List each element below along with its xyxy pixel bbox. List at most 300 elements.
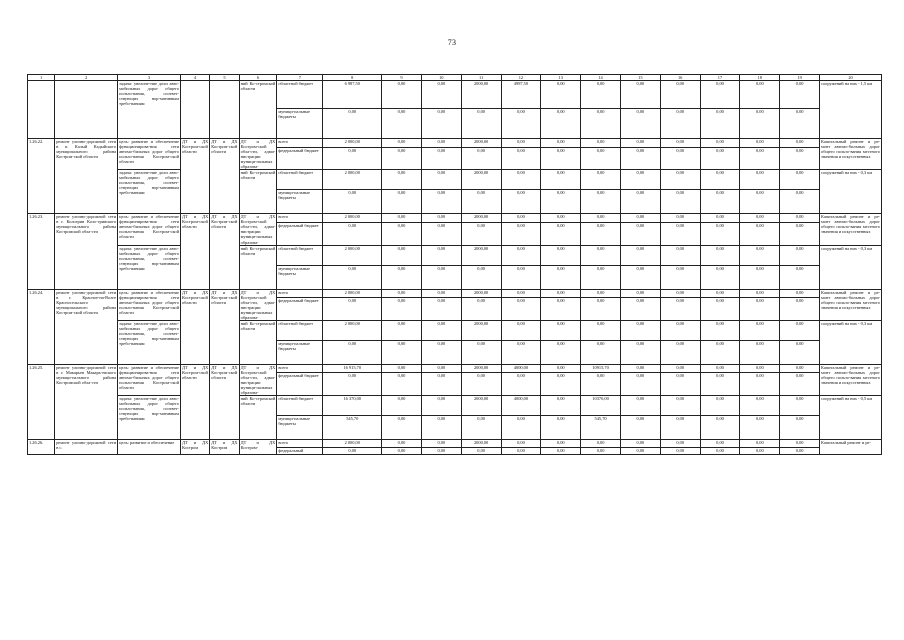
- amount-cell: 0,00: [541, 81, 581, 109]
- amount-cell: 0,00: [620, 170, 660, 190]
- amount-cell: 0,00: [620, 214, 660, 223]
- amount-cell: 2000,00: [461, 396, 501, 416]
- amount-cell: 0,00: [501, 440, 541, 448]
- amount-cell: 0,00: [581, 320, 621, 340]
- amount-cell: 0,00: [421, 81, 461, 109]
- participants-cell: ний Ко-стромской области: [239, 81, 277, 139]
- amount-cell: 2000,00: [461, 139, 501, 148]
- amount-cell: 0,00: [620, 448, 660, 455]
- amount-cell: 0,00: [501, 320, 541, 340]
- amount-cell: 0,00: [581, 245, 621, 265]
- amount-cell: 0,00: [501, 448, 541, 455]
- amount-cell: 0,00: [740, 373, 780, 396]
- amount-cell: 0,00: [780, 340, 820, 364]
- amount-cell: 0,00: [541, 147, 581, 170]
- amount-cell: 0,00: [660, 214, 700, 223]
- result-note: Капитальный ремонт и ре-монт автомо-бильных дорог общего пользо-вания местного значения и искусственных: [820, 214, 882, 245]
- amount-cell: 0,00: [541, 364, 581, 373]
- amount-cell: 0,00: [461, 222, 501, 245]
- amount-cell: 0,00: [620, 147, 660, 170]
- table-row: [28, 289, 882, 298]
- table-row: [28, 170, 882, 190]
- amount-cell: 0,00: [421, 440, 461, 448]
- amount-cell: 2 000,00: [323, 170, 382, 190]
- amount-cell: 0,00: [541, 190, 581, 214]
- amount-cell: 0,00: [323, 298, 382, 321]
- amount-cell: 0,00: [501, 222, 541, 245]
- amount-cell: 0,00: [382, 340, 422, 364]
- executor-cell: [180, 81, 209, 139]
- funding-source: областной бюджет: [277, 170, 323, 190]
- amount-cell: 0,00: [421, 373, 461, 396]
- customer-cell: ДТ и ДХ Костром-ской области: [210, 139, 239, 214]
- amount-cell: 0,00: [382, 245, 422, 265]
- table-row: [28, 81, 882, 109]
- funding-source: областной бюджет: [277, 81, 323, 109]
- amount-cell: 0,00: [700, 373, 740, 396]
- result-note: сооружений на них - 0,3 км: [820, 320, 882, 364]
- amount-cell: 0,00: [780, 396, 820, 416]
- amount-cell: 0,00: [541, 298, 581, 321]
- amount-cell: 0,00: [700, 340, 740, 364]
- item-goal: цель: развитие и обеспечение функционирова-ния сети автомо-бильных дорог общего пользо-вания Костром-ской области: [118, 364, 181, 395]
- amount-cell: 0,00: [541, 448, 581, 455]
- amount-cell: 0,00: [421, 340, 461, 364]
- column-number: 6: [239, 75, 277, 81]
- amount-cell: 0,00: [740, 139, 780, 148]
- amount-cell: 2000,00: [461, 320, 501, 340]
- amount-cell: 0,00: [780, 298, 820, 321]
- amount-cell: 0,00: [382, 448, 422, 455]
- amount-cell: 0,00: [382, 396, 422, 416]
- column-number: 9: [382, 75, 422, 81]
- program-table: [27, 74, 882, 455]
- funding-source: муници-пальные бюджеты: [277, 416, 323, 440]
- funding-source: муници-пальные бюджеты: [277, 265, 323, 289]
- column-number: 14: [581, 75, 621, 81]
- amount-cell: 16 915,70: [323, 364, 382, 373]
- item-number: 1.26.22.: [28, 139, 55, 214]
- table-row: [28, 396, 882, 416]
- amount-cell: 0,00: [421, 170, 461, 190]
- amount-cell: 0,00: [382, 170, 422, 190]
- executor-cell: ДТ и ДХ Костром: [180, 440, 209, 455]
- table-row: [28, 245, 882, 265]
- item-task: задача: увеличе-ние доли авто-мобильных дорог общего пользо-вания, соответ-ствующих нор-мативным требо-ваниям: [118, 320, 181, 364]
- column-number: 3: [118, 75, 181, 81]
- amount-cell: 0,00: [461, 109, 501, 139]
- amount-cell: 0,00: [620, 139, 660, 148]
- column-number: 20: [820, 75, 882, 81]
- participants-cell: ДТ и ДХ Костром-: [239, 440, 277, 455]
- amount-cell: 0,00: [620, 396, 660, 416]
- amount-cell: 0,00: [660, 81, 700, 109]
- amount-cell: 0,00: [660, 416, 700, 440]
- amount-cell: 0,00: [541, 440, 581, 448]
- amount-cell: 0,00: [323, 109, 382, 139]
- amount-cell: 0,00: [740, 147, 780, 170]
- amount-cell: 0,00: [620, 440, 660, 448]
- item-name: ремонт улично-дорожной сети в г. Кологрив Коло-гривского муници-пального района Костромской обла-сти: [55, 214, 118, 289]
- amount-cell: 0,00: [780, 364, 820, 373]
- customer-cell: ДТ и ДХ Костром-ской области: [210, 364, 239, 439]
- amount-cell: 6 987,50: [323, 81, 382, 109]
- amount-cell: 0,00: [740, 190, 780, 214]
- customer-cell: ДТ и ДХ Костром: [210, 440, 239, 455]
- amount-cell: 0,00: [700, 214, 740, 223]
- amount-cell: 0,00: [581, 81, 621, 109]
- item-task: задача: увеличе-ние доли авто-мобильных дорог общего пользо-вания, соответ-ствующих нор-мативным требо-ваниям: [118, 245, 181, 289]
- amount-cell: 0,00: [541, 222, 581, 245]
- amount-cell: 0,00: [780, 289, 820, 298]
- funding-source: всего: [277, 364, 323, 373]
- amount-cell: 2000,00: [461, 170, 501, 190]
- amount-cell: 4987,50: [501, 81, 541, 109]
- amount-cell: 0,00: [620, 222, 660, 245]
- amount-cell: 0,00: [382, 147, 422, 170]
- amount-cell: 0,00: [660, 109, 700, 139]
- funding-source: федеральный бюджет: [277, 222, 323, 245]
- executor-cell: ДТ и ДХ Костром-ской области: [180, 139, 209, 214]
- column-number: 16: [660, 75, 700, 81]
- funding-source: всего: [277, 440, 323, 448]
- amount-cell: 0,00: [660, 440, 700, 448]
- result-note: Капитальный ремонт и ре-: [820, 440, 882, 455]
- amount-cell: 0,00: [541, 320, 581, 340]
- amount-cell: 0,00: [780, 139, 820, 148]
- amount-cell: 0,00: [501, 265, 541, 289]
- amount-cell: 0,00: [421, 416, 461, 440]
- table-row: [28, 440, 882, 448]
- amount-cell: 0,00: [581, 340, 621, 364]
- amount-cell: 0,00: [382, 364, 422, 373]
- item-task: задача: увеличе-ние доли авто-мобильных дорог общего пользо-вания, соответ-ствующих нор-мативным требо-ваниям: [118, 81, 181, 139]
- amount-cell: 0,00: [581, 373, 621, 396]
- amount-cell: 0,00: [780, 373, 820, 396]
- column-number: 4: [180, 75, 209, 81]
- amount-cell: 0,00: [382, 416, 422, 440]
- item-name: ремонт улично-дорожной сети в с.: [55, 440, 118, 455]
- result-note: сооружений на них - 0,3 км: [820, 170, 882, 214]
- amount-cell: 0,00: [461, 265, 501, 289]
- amount-cell: 2000,00: [461, 81, 501, 109]
- amount-cell: 0,00: [382, 190, 422, 214]
- amount-cell: 0,00: [780, 265, 820, 289]
- item-goal: цель: развитие и обеспечение функционирова-ния сети автомо-бильных дорог общего пользо-вания Костром-ской области: [118, 139, 181, 170]
- amount-cell: 0,00: [700, 147, 740, 170]
- amount-cell: 0,00: [780, 81, 820, 109]
- funding-source: федеральный бюджет: [277, 298, 323, 321]
- amount-cell: 2000,00: [461, 245, 501, 265]
- item-number: 1.26.26.: [28, 440, 55, 455]
- amount-cell: 0,00: [501, 147, 541, 170]
- funding-source: всего: [277, 139, 323, 148]
- amount-cell: 0,00: [660, 298, 700, 321]
- amount-cell: 0,00: [421, 245, 461, 265]
- item-goal: цель: развитие и обеспечение функционирова-ния сети автомо-бильных дорог общего пользо-вания Костром-ской области: [118, 214, 181, 245]
- amount-cell: 0,00: [581, 440, 621, 448]
- amount-cell: 0,00: [421, 320, 461, 340]
- amount-cell: 0,00: [541, 289, 581, 298]
- amount-cell: 2 000,00: [323, 245, 382, 265]
- result-note: Капитальный ремонт и ре-монт автомо-бильных дорог общего пользо-вания местного значения и искусственных: [820, 139, 882, 170]
- amount-cell: 0,00: [740, 245, 780, 265]
- amount-cell: 0,00: [581, 448, 621, 455]
- amount-cell: 0,00: [581, 109, 621, 139]
- amount-cell: 0,00: [740, 416, 780, 440]
- column-number: 12: [501, 75, 541, 81]
- amount-cell: 0,00: [323, 265, 382, 289]
- amount-cell: 0,00: [700, 139, 740, 148]
- amount-cell: 0,00: [421, 214, 461, 223]
- column-number: 15: [620, 75, 660, 81]
- amount-cell: 10370,00: [581, 396, 621, 416]
- amount-cell: 0,00: [421, 109, 461, 139]
- amount-cell: 0,00: [501, 416, 541, 440]
- participants-cell: ний Ко-стромской области: [239, 245, 277, 289]
- amount-cell: 2 000,00: [323, 139, 382, 148]
- amount-cell: 0,00: [581, 289, 621, 298]
- table-row: [28, 214, 882, 223]
- amount-cell: 0,00: [382, 214, 422, 223]
- amount-cell: 0,00: [581, 147, 621, 170]
- item-goal: цель: развитие и обеспечение: [118, 440, 181, 455]
- amount-cell: 0,00: [541, 170, 581, 190]
- amount-cell: 0,00: [620, 190, 660, 214]
- amount-cell: 0,00: [421, 222, 461, 245]
- amount-cell: 0,00: [660, 340, 700, 364]
- amount-cell: 0,00: [660, 373, 700, 396]
- result-note: Капитальный ремонт и ре-монт автомо-бильных дорог общего пользо-вания местного значения и искусственных: [820, 364, 882, 395]
- amount-cell: 0,00: [740, 440, 780, 448]
- amount-cell: 0,00: [700, 245, 740, 265]
- amount-cell: 0,00: [323, 222, 382, 245]
- amount-cell: 0,00: [700, 416, 740, 440]
- page-number: 73: [447, 38, 457, 47]
- amount-cell: 2000,00: [461, 440, 501, 448]
- funding-source: областной бюджет: [277, 396, 323, 416]
- amount-cell: 0,00: [541, 340, 581, 364]
- amount-cell: 0,00: [581, 139, 621, 148]
- funding-source: всего: [277, 289, 323, 298]
- amount-cell: 0,00: [581, 214, 621, 223]
- amount-cell: 0,00: [780, 245, 820, 265]
- amount-cell: 4000,00: [501, 396, 541, 416]
- amount-cell: 0,00: [323, 147, 382, 170]
- amount-cell: 0,00: [740, 222, 780, 245]
- column-number: 17: [700, 75, 740, 81]
- amount-cell: 0,00: [700, 81, 740, 109]
- amount-cell: 0,00: [740, 170, 780, 190]
- customer-cell: [210, 81, 239, 139]
- funding-source: муници-пальные бюджеты: [277, 109, 323, 139]
- amount-cell: 0,00: [660, 396, 700, 416]
- amount-cell: 0,00: [700, 109, 740, 139]
- amount-cell: 0,00: [660, 139, 700, 148]
- participants-cell: ний Ко-стромской области: [239, 396, 277, 440]
- amount-cell: 0,00: [382, 265, 422, 289]
- amount-cell: 0,00: [421, 190, 461, 214]
- amount-cell: 0,00: [382, 298, 422, 321]
- amount-cell: 0,00: [501, 214, 541, 223]
- amount-cell: 0,00: [421, 139, 461, 148]
- funding-source: областной бюджет: [277, 245, 323, 265]
- amount-cell: 0,00: [421, 289, 461, 298]
- amount-cell: 16 370,00: [323, 396, 382, 416]
- participants-cell: ний Ко-стромской области: [239, 170, 277, 214]
- amount-cell: 0,00: [780, 190, 820, 214]
- item-number: 1.26.25.: [28, 364, 55, 439]
- amount-cell: 0,00: [581, 190, 621, 214]
- amount-cell: 0,00: [740, 289, 780, 298]
- amount-cell: 4000,00: [501, 364, 541, 373]
- amount-cell: 0,00: [740, 448, 780, 455]
- amount-cell: 0,00: [740, 109, 780, 139]
- amount-cell: 0,00: [700, 222, 740, 245]
- column-number: 2: [55, 75, 118, 81]
- amount-cell: 0,00: [541, 214, 581, 223]
- customer-cell: ДТ и ДХ Костром-ской области: [210, 214, 239, 289]
- amount-cell: 0,00: [700, 170, 740, 190]
- amount-cell: 0,00: [323, 373, 382, 396]
- amount-cell: 0,00: [421, 396, 461, 416]
- amount-cell: 0,00: [740, 214, 780, 223]
- amount-cell: 2000,00: [461, 364, 501, 373]
- participants-cell: ний Ко-стромской области: [239, 320, 277, 364]
- amount-cell: 0,00: [740, 265, 780, 289]
- amount-cell: 0,00: [461, 190, 501, 214]
- amount-cell: 0,00: [660, 448, 700, 455]
- amount-cell: 0,00: [421, 298, 461, 321]
- amount-cell: 0,00: [421, 448, 461, 455]
- amount-cell: 0,00: [740, 396, 780, 416]
- amount-cell: 0,00: [501, 139, 541, 148]
- column-number: 18: [740, 75, 780, 81]
- amount-cell: 0,00: [780, 222, 820, 245]
- amount-cell: 0,00: [461, 448, 501, 455]
- amount-cell: 0,00: [421, 147, 461, 170]
- amount-cell: 0,00: [620, 289, 660, 298]
- amount-cell: 0,00: [382, 320, 422, 340]
- amount-cell: 0,00: [620, 373, 660, 396]
- amount-cell: 0,00: [620, 416, 660, 440]
- column-number: 1: [28, 75, 55, 81]
- funding-source: муници-пальные бюджеты: [277, 340, 323, 364]
- table-row: [28, 320, 882, 340]
- column-number: 8: [323, 75, 382, 81]
- amount-cell: 0,00: [660, 222, 700, 245]
- amount-cell: 0,00: [780, 448, 820, 455]
- amount-cell: 0,00: [501, 340, 541, 364]
- funding-source: муници-пальные бюджеты: [277, 190, 323, 214]
- amount-cell: 0,00: [382, 373, 422, 396]
- amount-cell: 0,00: [780, 214, 820, 223]
- amount-cell: 2000,00: [461, 214, 501, 223]
- amount-cell: 0,00: [461, 373, 501, 396]
- amount-cell: 0,00: [323, 190, 382, 214]
- participants-cell: ДТ и ДХ Костром-ской обла-сти, адми-нистрации муници-пальных образова-: [240, 289, 276, 320]
- amount-cell: 0,00: [660, 147, 700, 170]
- item-number: 1.26.23.: [28, 214, 55, 289]
- amount-cell: 0,00: [620, 364, 660, 373]
- amount-cell: 0,00: [501, 170, 541, 190]
- amount-cell: 0,00: [700, 265, 740, 289]
- amount-cell: 0,00: [461, 147, 501, 170]
- amount-cell: 0,00: [700, 320, 740, 340]
- amount-cell: 0,00: [700, 190, 740, 214]
- item-name: ремонт улично-дорожной сети в г. Красное-на-Волге Красносельского муниципального района Костром-ской области: [55, 289, 118, 364]
- funding-source: федеральный бюджет: [277, 373, 323, 396]
- participants-cell: ДТ и ДХ Костром-ской обла-сти, адми-нистрации муници-пальных образова-: [240, 214, 276, 245]
- amount-cell: 0,00: [581, 298, 621, 321]
- amount-cell: 0,00: [620, 81, 660, 109]
- result-note: Капитальный ремонт и ре-монт автомо-бильных дорог общего пользо-вания местного значения и искусственных: [820, 289, 882, 320]
- amount-cell: 0,00: [421, 364, 461, 373]
- amount-cell: 0,00: [461, 298, 501, 321]
- amount-cell: 0,00: [541, 139, 581, 148]
- amount-cell: 0,00: [382, 289, 422, 298]
- amount-cell: 545,70: [323, 416, 382, 440]
- amount-cell: 0,00: [501, 109, 541, 139]
- amount-cell: 0,00: [740, 298, 780, 321]
- item-task: задача: увеличе-ние доли авто-мобильных дорог общего пользо-вания, соответ-ствующих нор-мативным требо-ваниям: [118, 170, 181, 214]
- amount-cell: 0,00: [660, 289, 700, 298]
- amount-cell: 0,00: [501, 373, 541, 396]
- executor-cell: ДТ и ДХ Костром-ской области: [180, 364, 209, 439]
- amount-cell: 0,00: [461, 340, 501, 364]
- table-row: [28, 139, 882, 148]
- result-note: сооружений на них - 0,5 км: [820, 396, 882, 440]
- column-number: 5: [210, 75, 239, 81]
- amount-cell: 2 000,00: [323, 320, 382, 340]
- amount-cell: 2 000,00: [323, 440, 382, 448]
- amount-cell: 0,00: [323, 448, 382, 455]
- amount-cell: 0,00: [461, 416, 501, 440]
- amount-cell: 0,00: [660, 245, 700, 265]
- amount-cell: 0,00: [780, 109, 820, 139]
- column-number: 7: [277, 75, 323, 81]
- amount-cell: 0,00: [700, 289, 740, 298]
- amount-cell: 0,00: [780, 147, 820, 170]
- customer-cell: ДТ и ДХ Костром-ской области: [210, 289, 239, 364]
- amount-cell: 2000,00: [461, 289, 501, 298]
- participants-cell: ДТ и ДХ Костром-ской обла-сти, адми-нистрации муници-пальных образова-: [240, 139, 276, 170]
- amount-cell: 2 000,00: [323, 214, 382, 223]
- amount-cell: 0,00: [541, 245, 581, 265]
- executor-cell: ДТ и ДХ Костром-ской области: [180, 214, 209, 289]
- item-goal: цель: развитие и обеспечение функционирова-ния сети автомо-бильных дорог общего пользо-вания Костром-ской области: [118, 289, 181, 320]
- amount-cell: 545,70: [581, 416, 621, 440]
- amount-cell: 0,00: [660, 364, 700, 373]
- amount-cell: 0,00: [780, 170, 820, 190]
- amount-cell: 0,00: [382, 440, 422, 448]
- item-name: ремонт улично-дорожной сети в п. Калый Кадыйского муниципального района Костром-ской области: [55, 139, 118, 214]
- column-number: 13: [541, 75, 581, 81]
- amount-cell: 0,00: [660, 320, 700, 340]
- item-name: ремонт улично-дорожной сети в г. Макарьев Макарь-евского муници-пального района Костромской обла-сти: [55, 364, 118, 439]
- item-name: [55, 81, 118, 139]
- funding-source: областной бюджет: [277, 320, 323, 340]
- item-task: задача: увеличе-ние доли авто-мобильных дорог общего пользо-вания, соответ-ствующих нор-мативным требо-ваниям: [118, 396, 181, 440]
- amount-cell: 0,00: [382, 109, 422, 139]
- result-note: сооружений на них - 0,3 км: [820, 245, 882, 289]
- result-note: сооружений на них - 1,5 км: [820, 81, 882, 139]
- amount-cell: 0,00: [700, 396, 740, 416]
- column-number: 10: [421, 75, 461, 81]
- amount-cell: 0,00: [660, 170, 700, 190]
- amount-cell: 0,00: [541, 109, 581, 139]
- amount-cell: 0,00: [780, 416, 820, 440]
